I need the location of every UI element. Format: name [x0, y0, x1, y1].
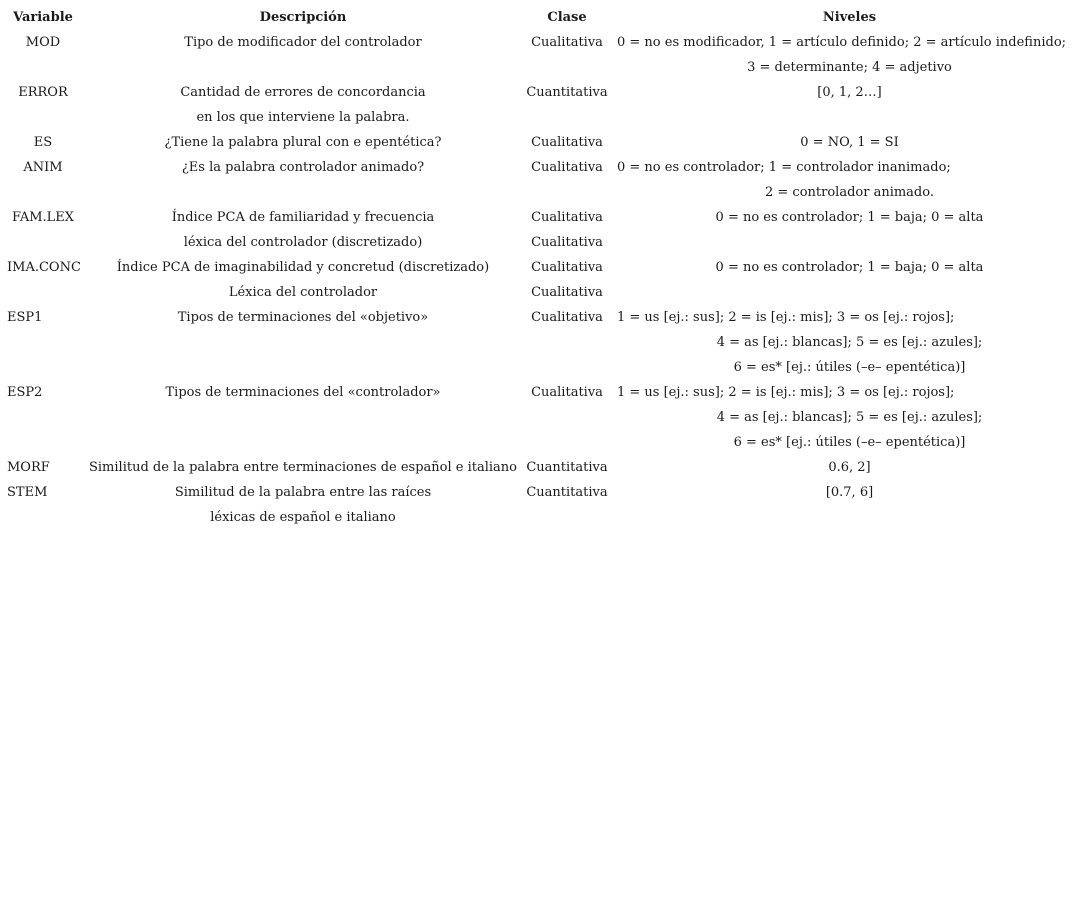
- cell-variable: FAM.LEX: [11, 210, 75, 225]
- cell-descripcion: léxica del controlador (discretizado): [183, 235, 423, 250]
- table-row: [0, 180, 1085, 205]
- table-row: [0, 405, 1085, 430]
- cell-descripcion: en los que interviene la palabra.: [196, 110, 410, 125]
- cell-variable: [0, 55, 86, 80]
- cell-variable: ERROR: [18, 85, 68, 100]
- header-variable: Variable: [13, 10, 73, 25]
- table-row: [0, 380, 1085, 405]
- table-header: [0, 5, 1085, 30]
- cell-variable: [0, 405, 86, 430]
- cell-niveles: 0 = no es controlador; 1 = controlador inanimado;: [617, 160, 951, 175]
- cell-clase: Cuantitativa: [526, 460, 608, 475]
- cell-clase: [520, 355, 614, 380]
- cell-variable: ESP1: [7, 310, 43, 325]
- cell-clase: Cualitativa: [531, 135, 603, 150]
- cell-variable: MOD: [25, 35, 61, 50]
- table-row: [0, 505, 1085, 530]
- table-row: [0, 205, 1085, 230]
- cell-variable: ES: [33, 135, 53, 150]
- cell-niveles: [614, 280, 1085, 305]
- cell-niveles: 2 = controlador animado.: [765, 185, 934, 200]
- cell-descripcion: [86, 55, 520, 80]
- cell-descripcion: Tipo de modificador del controlador: [184, 35, 422, 50]
- cell-clase: [520, 430, 614, 455]
- cell-descripcion: Índice PCA de imaginabilidad y concretud (discretizado): [116, 260, 490, 275]
- table-row: [0, 280, 1085, 305]
- cell-descripcion: Índice PCA de familiaridad y frecuencia: [171, 210, 435, 225]
- table-row: [0, 355, 1085, 380]
- cell-niveles: 6 = es* [ej.: útiles (–e– epentética)]: [733, 360, 966, 375]
- cell-variable: [0, 280, 86, 305]
- cell-niveles: 0.6, 2]: [828, 460, 871, 475]
- cell-descripcion: léxicas de español e italiano: [210, 510, 396, 525]
- cell-clase: [520, 505, 614, 530]
- header-niveles: Niveles: [822, 10, 877, 25]
- cell-clase: Cualitativa: [531, 210, 603, 225]
- cell-clase: Cuantitativa: [526, 85, 608, 100]
- cell-variable: [0, 180, 86, 205]
- cell-clase: [520, 330, 614, 355]
- table-row: [0, 105, 1085, 130]
- table-row: [0, 155, 1085, 180]
- table-row: [0, 305, 1085, 330]
- cell-niveles: [0, 1, 2…]: [817, 85, 882, 100]
- table-row: [0, 255, 1085, 280]
- cell-variable: MORF: [7, 460, 50, 475]
- cell-descripcion: [86, 430, 520, 455]
- cell-variable: [0, 230, 86, 255]
- cell-clase: Cualitativa: [531, 260, 603, 275]
- table-row: [0, 80, 1085, 105]
- header-clase: Clase: [547, 10, 587, 25]
- cell-niveles: 4 = as [ej.: blancas]; 5 = es [ej.: azules];: [716, 335, 983, 350]
- cell-descripcion: ¿Es la palabra controlador animado?: [181, 160, 425, 175]
- cell-niveles: 6 = es* [ej.: útiles (–e– epentética)]: [733, 435, 966, 450]
- table-row: [0, 430, 1085, 455]
- cell-variable: [0, 430, 86, 455]
- cell-variable: ANIM: [23, 160, 63, 175]
- variables-table: [0, 5, 1085, 530]
- cell-niveles: 0 = no es controlador; 1 = baja; 0 = alta: [715, 260, 984, 275]
- cell-clase: Cuantitativa: [526, 485, 608, 500]
- cell-variable: [0, 355, 86, 380]
- cell-niveles: [0.7, 6]: [825, 485, 874, 500]
- cell-niveles: 0 = no es modificador, 1 = artículo definido; 2 = artículo indefinido;: [617, 35, 1067, 50]
- cell-descripcion: [86, 405, 520, 430]
- cell-descripcion: Similitud de la palabra entre las raíces: [174, 485, 432, 500]
- header-descripcion: Descripción: [259, 10, 347, 25]
- cell-niveles: 3 = determinante; 4 = adjetivo: [747, 60, 952, 75]
- table-row: [0, 30, 1085, 55]
- cell-clase: [520, 55, 614, 80]
- table-row: [0, 455, 1085, 480]
- cell-niveles: 1 = us [ej.: sus]; 2 = is [ej.: mis]; 3 = os [ej.: rojos];: [617, 310, 955, 325]
- table-row: [0, 230, 1085, 255]
- cell-niveles: 0 = no es controlador; 1 = baja; 0 = alta: [715, 210, 984, 225]
- cell-clase: [520, 405, 614, 430]
- cell-variable: STEM: [7, 485, 48, 500]
- table-row: [0, 55, 1085, 80]
- cell-niveles: [614, 505, 1085, 530]
- cell-clase: [520, 180, 614, 205]
- cell-variable: [0, 330, 86, 355]
- cell-niveles: 1 = us [ej.: sus]; 2 = is [ej.: mis]; 3 = os [ej.: rojos];: [617, 385, 955, 400]
- cell-descripcion: Cantidad de errores de concordancia: [180, 85, 426, 100]
- cell-clase: Cualitativa: [531, 385, 603, 400]
- cell-niveles: 0 = NO, 1 = SI: [800, 135, 899, 150]
- cell-descripcion: [86, 355, 520, 380]
- cell-descripcion: Tipos de terminaciones del «controlador»: [165, 385, 441, 400]
- cell-descripcion: Tipos de terminaciones del «objetivo»: [177, 310, 429, 325]
- cell-variable: [0, 505, 86, 530]
- table-row: [0, 130, 1085, 155]
- cell-clase: Cualitativa: [531, 285, 603, 300]
- cell-descripcion: Similitud de la palabra entre terminaciones de español e italiano: [88, 460, 517, 475]
- cell-variable: IMA.CONC: [7, 260, 81, 275]
- cell-clase: [520, 105, 614, 130]
- cell-descripcion: ¿Tiene la palabra plural con e epentética?: [164, 135, 442, 150]
- cell-descripcion: [86, 330, 520, 355]
- cell-clase: Cualitativa: [531, 235, 603, 250]
- cell-descripcion: Léxica del controlador: [228, 285, 378, 300]
- table-row: [0, 480, 1085, 505]
- table-row: [0, 330, 1085, 355]
- cell-niveles: 4 = as [ej.: blancas]; 5 = es [ej.: azules];: [716, 410, 983, 425]
- cell-clase: Cualitativa: [531, 160, 603, 175]
- cell-variable: ESP2: [7, 385, 43, 400]
- cell-niveles: [614, 230, 1085, 255]
- cell-niveles: [614, 105, 1085, 130]
- cell-clase: Cualitativa: [531, 310, 603, 325]
- cell-variable: [0, 105, 86, 130]
- cell-descripcion: [86, 180, 520, 205]
- cell-clase: Cualitativa: [531, 35, 603, 50]
